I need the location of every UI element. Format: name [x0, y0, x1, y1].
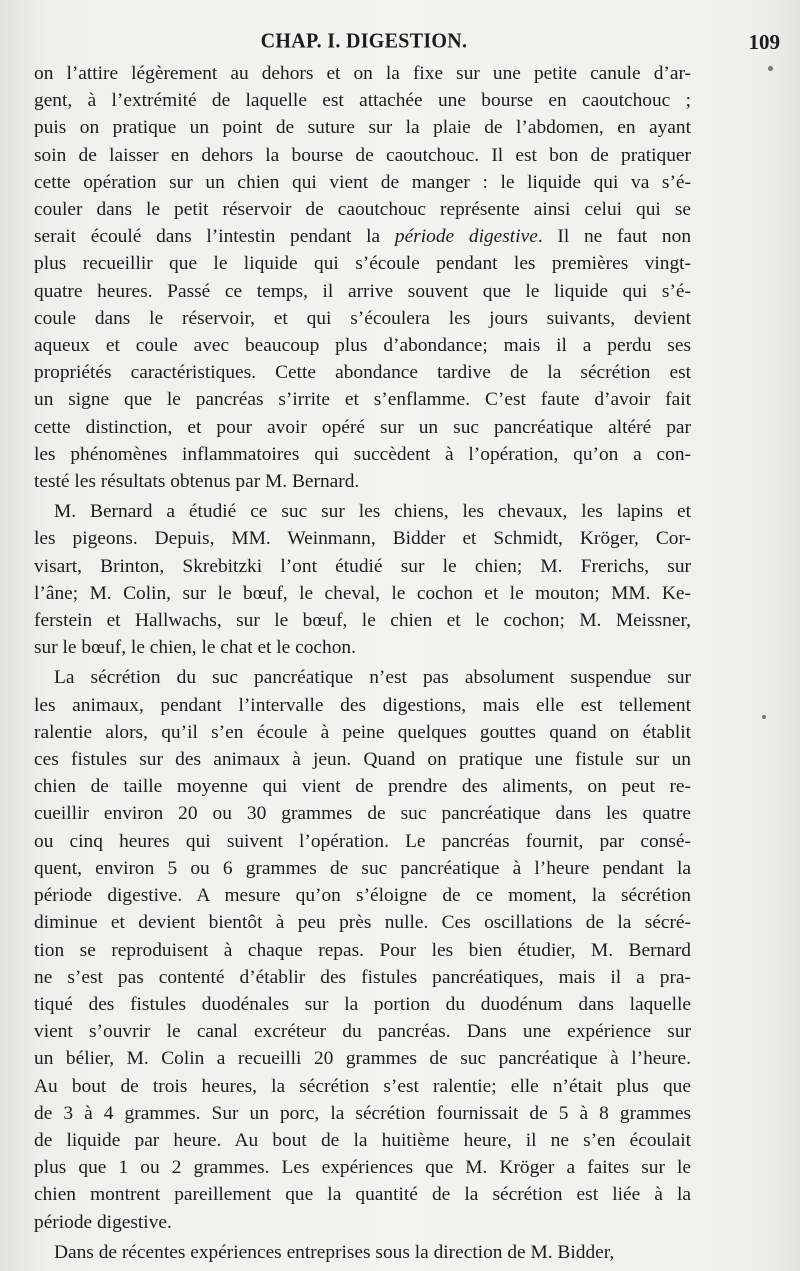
text-line: cette distinction, et pour avoir opéré sur un suc pancréatique altéré par: [34, 416, 691, 438]
text-line: de liquide par heure. Au bout de la huitième heure, il ne s’en écoulait: [34, 1129, 691, 1151]
text-line: Dans de récentes expériences entreprises sous la direction de M. Bidder,: [54, 1241, 615, 1263]
text-line: on l’attire légèrement au dehors et on la fixe sur une petite canule d’ar-: [34, 63, 691, 84]
text-line: les phénomènes inflammatoires qui succèdent à l’opération, qu’on a con-: [34, 443, 691, 465]
text-line: tion se reproduisent à chaque repas. Pour les bien étudier, M. Bernard: [34, 939, 691, 961]
text-line: M. Bernard a étudié ce suc sur les chiens, les chevaux, les lapins et: [54, 501, 691, 523]
text-line: ralentie alors, qu’il s’en écoule à peine quelques gouttes quand on établit: [34, 721, 691, 743]
text-line: testé les résultats obtenus par M. Bernard.: [34, 471, 360, 493]
body-text: [34, 60, 691, 1266]
text-line: puis on pratique un point de suture sur la plaie de l’abdomen, en ayant: [34, 117, 691, 139]
text-line: de 3 à 4 grammes. Sur un porc, la sécrétion fournissait de 5 à 8 grammes: [34, 1102, 691, 1124]
text-line: période digestive. A mesure qu’on s’éloigne de ce moment, la sécrétion: [34, 885, 691, 907]
text-line: La sécrétion du suc pancréatique n’est pas absolument suspendue sur: [54, 667, 691, 689]
text-line: vient s’ouvrir le canal excréteur du pancréas. Dans une expérience sur: [34, 1021, 691, 1043]
text-line: un signe que le pancréas s’irrite et s’enflamme. C’est faute d’avoir fait: [34, 389, 691, 411]
text-line: ces fistules sur des animaux à jeun. Quand on pratique une fistule sur un: [34, 749, 691, 771]
text-line: coule dans le réservoir, et qui s’écoulera les jours suivants, devient: [34, 307, 691, 329]
text-line: gent, à l’extrémité de laquelle est attachée une bourse en caoutchouc ;: [34, 90, 691, 112]
text-line: visart, Brinton, Skrebitzki l’ont étudié sur le chien; M. Frerichs, sur: [34, 555, 691, 577]
paper-speck: [768, 66, 773, 71]
text-line: propriétés caractéristiques. Cette abondance tardive de la sécrétion est: [34, 362, 691, 384]
text-line: chien montrent pareillement que la quantité de la sécrétion est liée à la: [34, 1184, 691, 1206]
text-line: soin de laisser en dehors la bourse de caoutchouc. Il est bon de pratiquer: [34, 144, 691, 166]
text-line: Au bout de trois heures, la sécrétion s’est ralentie; elle n’était plus que: [34, 1075, 691, 1097]
page-number: 109: [748, 30, 780, 54]
text-line: ou cinq heures qui suivent l’opération. Le pancréas fournit, par consé-: [34, 830, 691, 852]
text-line: quent, environ 5 ou 6 grammes de suc pancréatique à l’heure pendant la: [34, 857, 691, 879]
paragraph: [34, 60, 691, 495]
text-line: cueillir environ 20 ou 30 grammes de suc pancréatique dans les quatre: [34, 803, 691, 825]
text-line: ne s’est pas contenté d’établir des fistules pancréatiques, mais il a pra-: [34, 966, 691, 988]
text-line: les pigeons. Depuis, MM. Weinmann, Bidder et Schmidt, Kröger, Cor-: [34, 528, 691, 550]
text-line: ferstein et Hallwachs, sur le bœuf, le chien et le cochon; M. Meissner,: [34, 610, 691, 632]
text-line: les animaux, pendant l’intervalle des digestions, mais elle est tellement: [34, 694, 691, 716]
text-line: chien de taille moyenne qui vient de prendre des aliments, on peut re-: [34, 776, 691, 798]
text-line: couler dans le petit réservoir de caoutchouc représente ainsi celui qui se: [34, 199, 691, 221]
paragraph: [34, 498, 691, 661]
paragraph: [34, 1239, 691, 1266]
text-line: l’âne; M. Colin, sur le bœuf, le cheval, le cochon et le mouton; MM. Ke-: [34, 582, 691, 604]
paper-speck: [762, 715, 766, 719]
text-line: serait écoulé dans l’intestin pendant la période digestive. Il ne faut non: [34, 226, 692, 248]
text-line: aqueux et coule avec beaucoup plus d’abondance; mais il a perdu ses: [34, 335, 691, 357]
text-line: plus que 1 ou 2 grammes. Les expériences que M. Kröger a faites sur le: [34, 1157, 691, 1179]
text-line: un bélier, M. Colin a recueilli 20 grammes de suc pancréatique à l’heure.: [34, 1048, 691, 1070]
text-line: quatre heures. Passé ce temps, il arrive souvent que le liquide qui s’é-: [34, 280, 691, 302]
text-line: cette opération sur un chien qui vient de manger : le liquide qui va s’é-: [34, 171, 691, 193]
paragraph: [34, 664, 691, 1235]
text-line: sur le bœuf, le chien, le chat et le cochon.: [34, 637, 356, 659]
text-line: tiqué des fistules duodénales sur la portion du duodénum dans laquelle: [34, 993, 691, 1015]
chapter-heading: CHAP. I. DIGESTION.: [260, 29, 468, 53]
text-line: période digestive.: [34, 1211, 172, 1233]
running-head: [34, 29, 780, 56]
text-line: diminue et devient bientôt à peu près nulle. Ces oscillations de la sécré-: [34, 912, 691, 934]
text-line: plus recueillir que le liquide qui s’écoule pendant les premières vingt-: [34, 253, 691, 275]
